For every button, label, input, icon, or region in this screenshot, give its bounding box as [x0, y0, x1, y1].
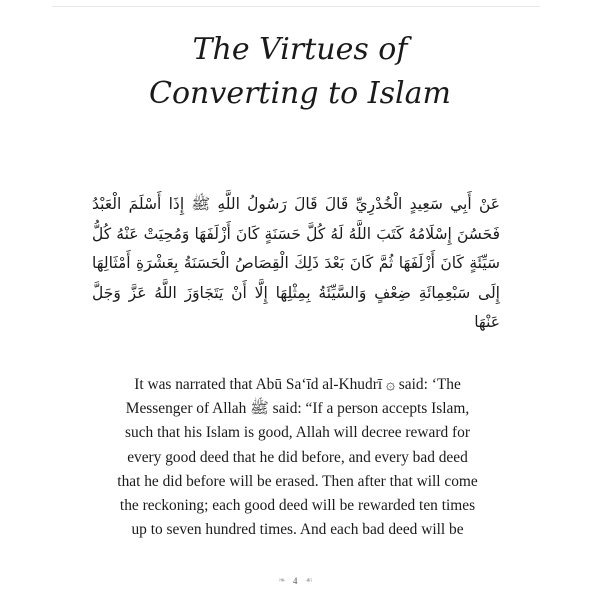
- translation-line: such that his Islam is good, Allah will decree reward for: [125, 424, 470, 442]
- hadith-translation: [112, 373, 483, 542]
- hadith-arabic-text: عَنْ أَبِي سَعِيدٍ الْخُدْرِيِّ قَالَ قَالَ رَسُولُ اللَّهِ ﷺ إِذَا أَسْلَمَ الْعَبْدُ فَحَسُنَ إِسْلَامُهُ كَتَبَ اللَّهُ لَهُ كُلَّ حَسَنَةٍ كَانَ أَزْلَفَهَا وَمُحِيَتْ عَنْهُ كُلُّ سَيِّئَةٍ كَانَ أَزْلَفَهَا ثُمَّ كَانَ بَعْدَ ذَلِكَ الْقِصَاصُ الْحَسَنَةُ بِعَشْرَةِ أَمْثَالِهَا إِلَى سَبْعِمِائَةِ ضِعْفٍ وَالسَّيِّئَةُ بِمِثْلِهَا إِلَّا أَنْ يَتَجَاوَزَ اللَّهُ عَزَّ وَجَلَّ عَنْهَا: [92, 195, 500, 331]
- page-number: 4: [292, 575, 298, 586]
- translation-line: Messenger of Allah ﷺ said: “If a person accepts Islam,: [125, 400, 470, 418]
- translation-line: the reckoning; each good deed will be rewarded ten times: [119, 497, 476, 515]
- translation-line: that he did before will be erased. Then after that will come: [117, 472, 478, 490]
- right-ornament-icon: ☙: [304, 575, 313, 586]
- chapter-title: [60, 28, 540, 116]
- translation-line: It was narrated that Abū Sa‘īd al-Khudrī ۞ said: ‘The: [134, 376, 461, 393]
- left-ornament-icon: ❧: [278, 575, 286, 586]
- translation-line: every good deed that he did before, and every bad deed: [127, 448, 468, 466]
- top-divider: [52, 6, 540, 7]
- page-footer: [0, 575, 591, 586]
- translation-line: up to seven hundred times. And each bad deed will be: [131, 521, 464, 539]
- chapter-title-line-1: The Virtues of: [192, 32, 408, 67]
- chapter-title-line-2: Converting to Islam: [149, 76, 451, 111]
